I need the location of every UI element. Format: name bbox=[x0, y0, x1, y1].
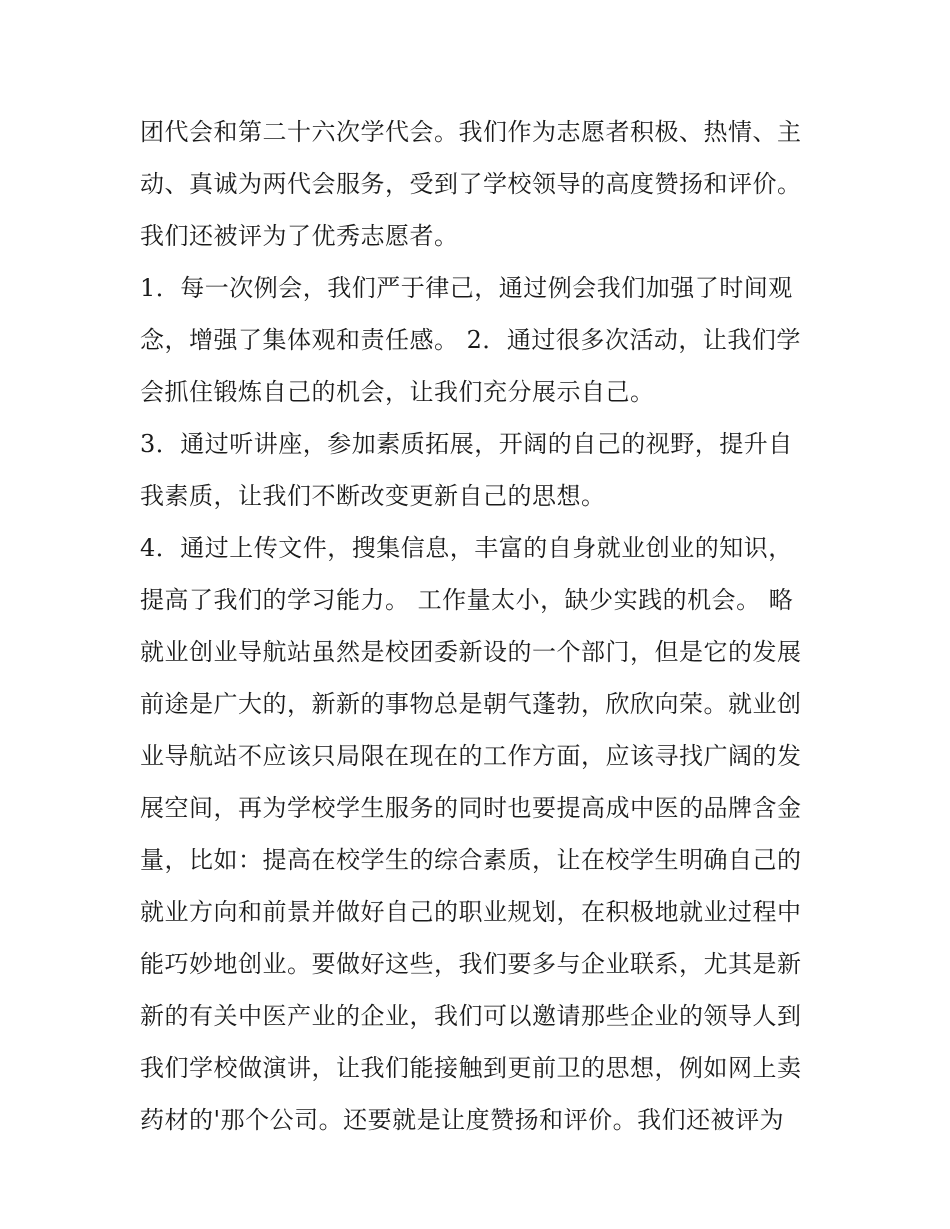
text-line-17: 能巧妙地创业。要做好这些，我们要多与企业联系，尤其是新 bbox=[140, 950, 802, 978]
text-line-20: 药材的'那个公司。还要就是让度赞扬和评价。我们还被评为 bbox=[140, 1106, 785, 1134]
body-text bbox=[140, 106, 820, 1146]
text-line-8: 我素质，让我们不断改变更新自己的思想。 bbox=[140, 482, 606, 510]
text-line-3: 我们还被评为了优秀志愿者。 bbox=[140, 222, 459, 250]
text-line-12: 前途是广大的，新新的事物总是朝气蓬勃，欣欣向荣。就业创 bbox=[140, 690, 802, 718]
text-line-7: 3．通过听讲座，参加素质拓展，开阔的自己的视野，提升自 bbox=[140, 430, 793, 458]
text-line-11: 就业创业导航站虽然是校团委新设的一个部门，但是它的发展 bbox=[140, 638, 802, 666]
text-line-14: 展空间，再为学校学生服务的同时也要提高成中医的品牌含金 bbox=[140, 794, 802, 822]
text-line-19: 我们学校做演讲，让我们能接触到更前卫的思想，例如网上卖 bbox=[140, 1054, 802, 1082]
text-line-18: 新的有关中医产业的企业，我们可以邀请那些企业的领导人到 bbox=[140, 1002, 802, 1030]
text-line-16: 就业方向和前景并做好自己的职业规划，在积极地就业过程中 bbox=[140, 898, 802, 926]
text-line-10: 提高了我们的学习能力。 工作量太小，缺少实践的机会。 略 bbox=[140, 586, 794, 614]
text-line-2: 动、真诚为两代会服务，受到了学校领导的高度赞扬和评价。 bbox=[140, 170, 802, 198]
text-line-15: 量，比如：提高在校学生的综合素质，让在校学生明确自己的 bbox=[140, 846, 802, 874]
text-line-4: 1．每一次例会，我们严于律己，通过例会我们加强了时间观 bbox=[140, 274, 793, 302]
text-line-13: 业导航站不应该只局限在现在的工作方面，应该寻找广阔的发 bbox=[140, 742, 802, 770]
text-line-5: 念，增强了集体观和责任感。 2．通过很多次活动，让我们学 bbox=[140, 326, 801, 354]
text-line-1: 团代会和第二十六次学代会。我们作为志愿者积极、热情、主 bbox=[140, 118, 802, 146]
text-line-9: 4．通过上传文件，搜集信息，丰富的自身就业创业的知识， bbox=[140, 534, 793, 562]
text-line-6: 会抓住锻炼自己的机会，让我们充分展示自己。 bbox=[140, 378, 655, 406]
